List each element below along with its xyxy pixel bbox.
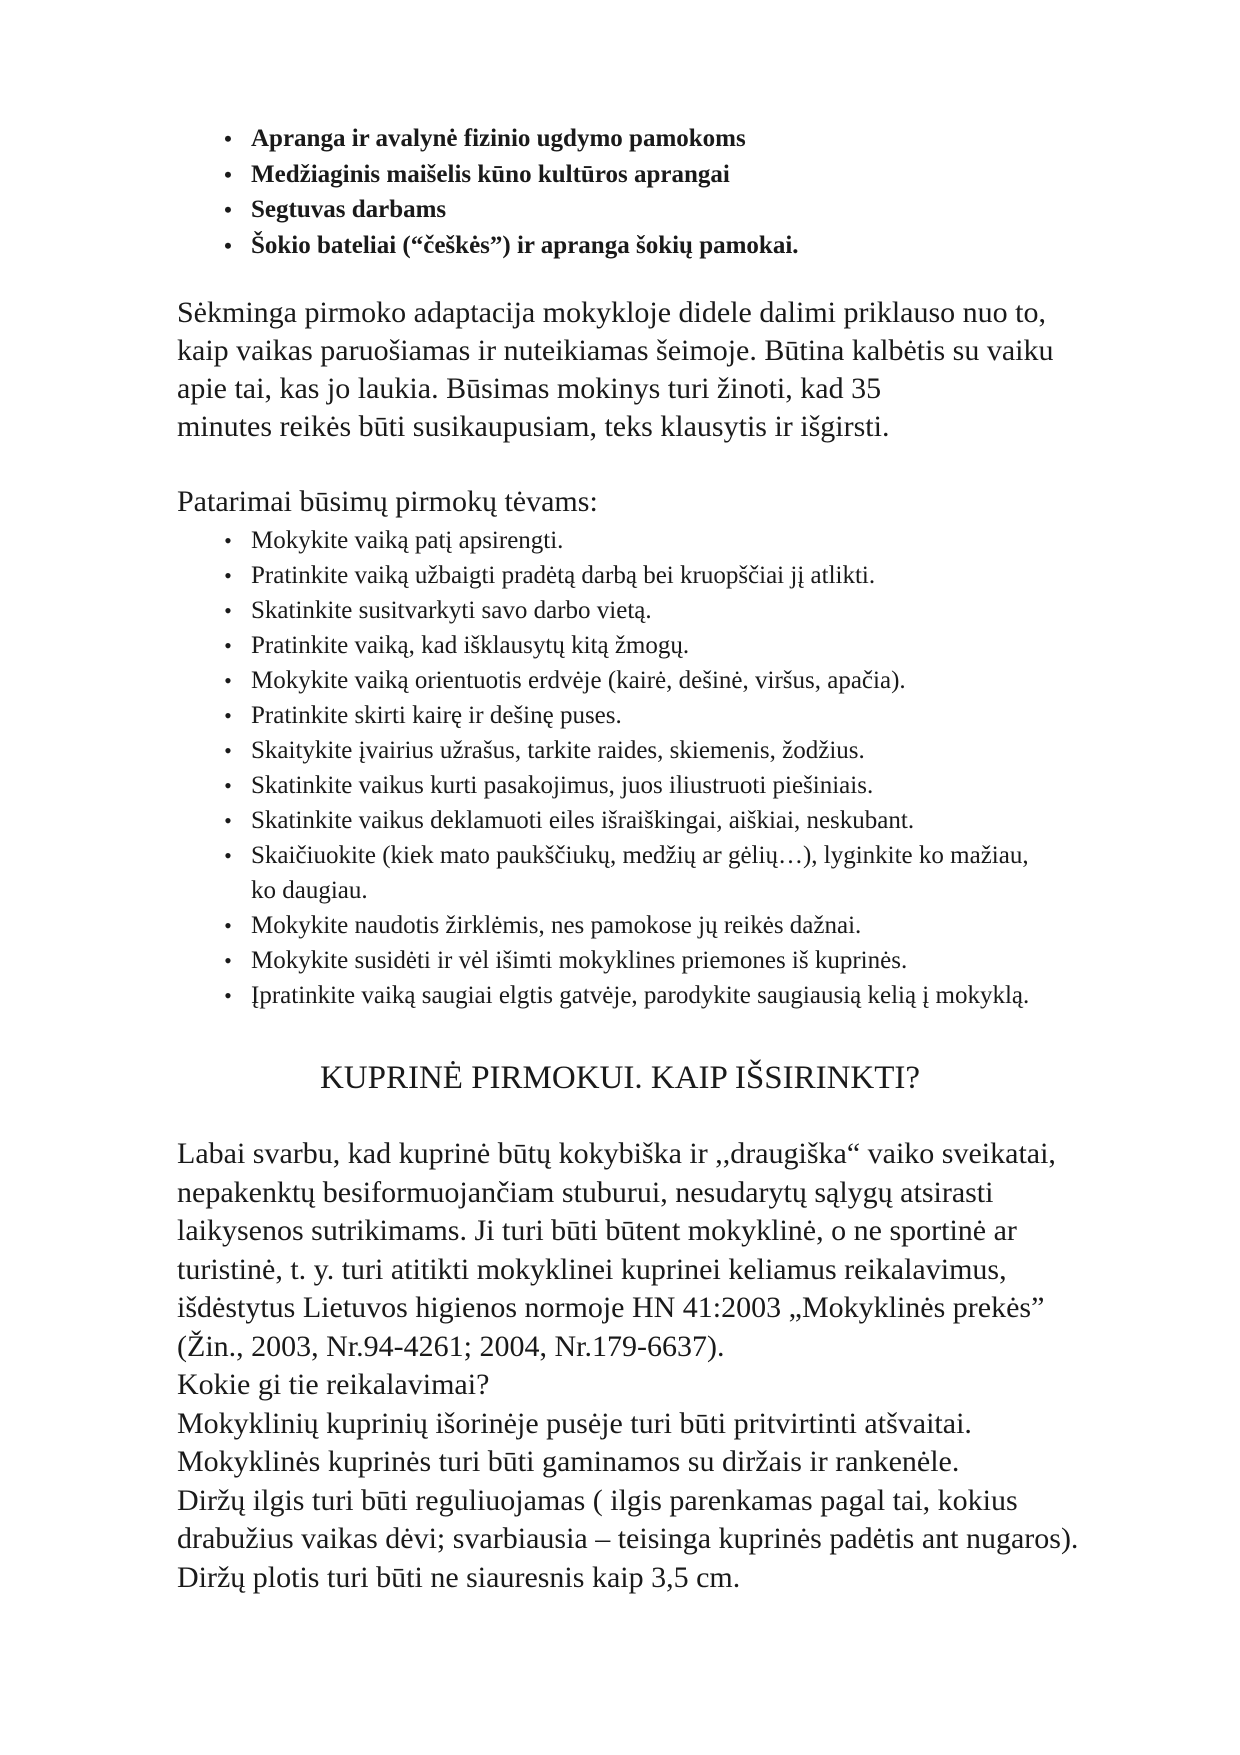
list-item-text: Pratinkite skirti kairę ir dešinę puses. <box>251 702 622 729</box>
text-line: (Žin., 2003, Nr.94-4261; 2004, Nr.179-6637). <box>177 1329 725 1363</box>
text-line: Diržų ilgis turi būti reguliuojamas ( ilgis parenkamas pagal tai, kokius <box>177 1483 1018 1517</box>
bullet-icon: • <box>224 808 232 833</box>
requirements-question: Kokie gi tie reikalavimai? <box>177 1368 490 1401</box>
list-item <box>218 943 1178 978</box>
bullet-icon: • <box>224 232 232 258</box>
list-item-text: Segtuvas darbams <box>251 196 447 223</box>
bullet-icon: • <box>224 948 232 973</box>
list-item-text: Skatinkite vaikus kurti pasakojimus, juos iliustruoti piešiniais. <box>251 772 874 799</box>
list-item-text: Apranga ir avalynė fizinio ugdymo pamokoms <box>251 125 746 152</box>
bullet-icon: • <box>224 598 232 623</box>
text-line: laikysenos sutrikimams. Ji turi būti būtent mokyklinė, o ne sportinė ar <box>177 1214 1017 1247</box>
list-item <box>218 838 1178 908</box>
bullet-icon: • <box>224 913 232 938</box>
list-item <box>218 803 1178 838</box>
bullet-icon: • <box>224 843 232 868</box>
intro-paragraph <box>177 294 1167 446</box>
list-item <box>218 978 1178 1013</box>
list-item-text: Šokio bateliai (“češkės”) ir apranga šokių pamokai. <box>251 231 799 259</box>
list-item-text: Pratinkite vaiką užbaigti pradėtą darbą bei kruopščiai jį atlikti. <box>251 562 876 589</box>
bullet-icon: • <box>224 197 232 222</box>
bullet-icon: • <box>224 773 232 798</box>
list-item <box>218 157 1118 193</box>
list-item <box>218 908 1178 943</box>
list-item-text: Įpratinkite vaiką saugiai elgtis gatvėje, parodykite saugiausią kelią į mokyklą. <box>251 982 1030 1009</box>
bullet-icon: • <box>224 703 232 728</box>
bullet-icon: • <box>224 126 232 151</box>
requirement-line: Diržų plotis turi būti ne siauresnis kaip 3,5 cm. <box>177 1560 741 1594</box>
intro-line: Sėkminga pirmoko adaptacija mokykloje didele dalimi priklauso nuo to, <box>177 296 1046 329</box>
list-item <box>218 663 1178 698</box>
bullet-icon: • <box>224 528 232 553</box>
text-line: turistinė, t. y. turi atitikti mokyklinei kuprinei keliamus reikalavimus, <box>177 1252 1007 1286</box>
list-item-text: Mokykite naudotis žirklėmis, nes pamokose jų reikės dažnai. <box>251 912 862 939</box>
list-item-text: Skatinkite vaikus deklamuoti eiles išraiškingai, aiškiai, neskubant. <box>251 807 915 834</box>
list-item <box>218 121 1118 157</box>
list-item-text: Mokykite susidėti ir vėl išimti mokyklines priemones iš kuprinės. <box>251 947 908 974</box>
list-item-text: Pratinkite vaiką, kad išklausytų kitą žmogų. <box>251 632 690 659</box>
backpack-paragraph <box>177 1135 1197 1366</box>
bullet-icon: • <box>224 633 232 658</box>
list-item <box>218 523 1178 558</box>
list-item-text-continuation: ko daugiau. <box>251 877 368 904</box>
text-line: išdėstytus Lietuvos higienos normoje HN 41:2003 „Mokyklinės prekės” <box>177 1291 1045 1324</box>
list-item <box>218 192 1118 228</box>
supplies-list <box>218 121 1118 263</box>
requirement-line: Mokyklinių kuprinių išorinėje pusėje turi būti pritvirtinti atšvaitai. <box>177 1406 972 1440</box>
list-item-text: Medžiaginis maišelis kūno kultūros aprangai <box>251 160 730 188</box>
tips-list <box>218 523 1178 1013</box>
list-item-text: Skaičiuokite (kiek mato paukščiukų, medžių ar gėlių…), lyginkite ko mažiau, <box>251 842 1029 869</box>
list-item-text: Skaitykite įvairius užrašus, tarkite raides, skiemenis, žodžius. <box>251 737 865 764</box>
list-item-text: Skatinkite susitvarkyti savo darbo vietą. <box>251 597 652 624</box>
bullet-icon: • <box>224 983 232 1008</box>
list-item <box>218 733 1178 768</box>
text-line: drabužius vaikas dėvi; svarbiausia – teisinga kuprinės padėtis ant nugaros). <box>177 1522 1079 1555</box>
requirement-line: Mokyklinės kuprinės turi būti gaminamos su diržais ir rankenėle. <box>177 1445 960 1478</box>
tips-heading: Patarimai būsimų pirmokų tėvams: <box>177 485 598 518</box>
intro-line: minutes reikės būti susikaupusiam, teks klausytis ir išgirsti. <box>177 410 890 443</box>
requirement-paragraph <box>177 1482 1197 1559</box>
bullet-icon: • <box>224 738 232 763</box>
list-item <box>218 558 1178 593</box>
bullet-icon: • <box>224 668 232 693</box>
intro-line: kaip vaikas paruošiamas ir nuteikiamas šeimoje. Būtina kalbėtis su vaiku <box>177 334 1054 367</box>
list-item-text: Mokykite vaiką orientuotis erdvėje (kairė, dešinė, viršus, apačia). <box>251 667 906 694</box>
section-title: KUPRINĖ PIRMOKUI. KAIP IŠSIRINKTI? <box>319 1060 921 1096</box>
list-item <box>218 768 1178 803</box>
list-item <box>218 228 1118 264</box>
list-item-text: Mokykite vaiką patį apsirengti. <box>251 527 564 554</box>
bullet-icon: • <box>224 161 232 187</box>
list-item <box>218 628 1178 663</box>
backpack-section <box>177 1135 1197 1597</box>
text-line: nepakenktų besiformuojančiam stuburui, nesudarytų sąlygų atsirasti <box>177 1175 994 1209</box>
intro-line: apie tai, kas jo laukia. Būsimas mokinys turi žinoti, kad 35 <box>177 372 882 405</box>
bullet-icon: • <box>224 563 232 588</box>
text-line: Labai svarbu, kad kuprinė būtų kokybiška ir ,,draugiška“ vaiko sveikatai, <box>177 1137 1056 1170</box>
list-item <box>218 593 1178 628</box>
list-item <box>218 698 1178 733</box>
